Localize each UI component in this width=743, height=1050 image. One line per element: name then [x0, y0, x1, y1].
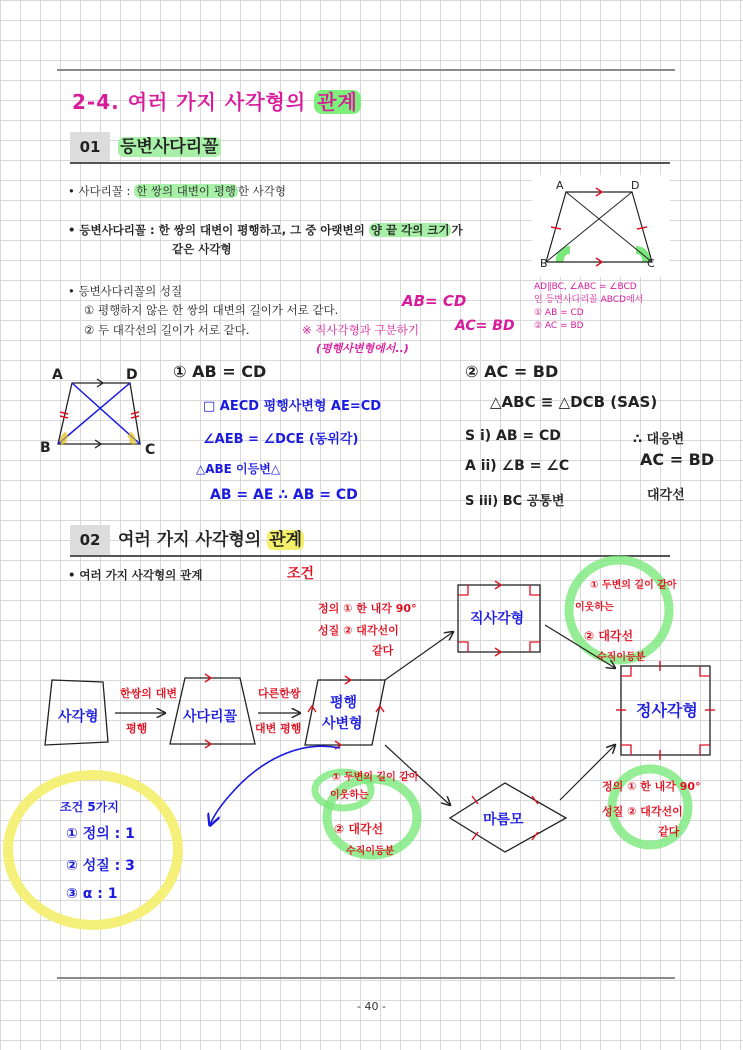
relation-label: • 여러 가지 사각형의 관계 — [68, 568, 203, 582]
def-isosceles-trapezoid: • 등변사다리꼴 : 한 쌍의 대변이 평행하고, 그 중 아랫변의 양 끝 각의 크기 가 — [68, 223, 463, 237]
prop-1-hand: AB= CD — [402, 292, 467, 310]
arrow1-bottom-label: 평행 — [126, 722, 148, 735]
proof-left-5: AB = AE ∴ AB = CD — [210, 487, 358, 503]
section2-title: 여러 가지 사각형의 관계 — [118, 530, 302, 550]
prop-2-hand: AC= BD — [455, 318, 515, 334]
prop-2-note-hand: (평행사변형에서..) — [316, 342, 409, 355]
proof-conclusion-3: 대각선 — [647, 488, 685, 503]
shape-label-parallelogram-1: 평행 — [330, 695, 358, 711]
page-title: 2-4. 여러 가지 사각형의 관계 — [72, 86, 361, 115]
rect-cond-2: 성질 ② 대각선이 — [318, 624, 399, 637]
shape-label-rhombus: 마름모 — [483, 812, 524, 828]
prop-2: ② 두 대각선의 길이가 서로 같다. — [84, 323, 250, 337]
section2-number: 02 — [70, 525, 110, 555]
proof-label-a: A — [52, 367, 63, 383]
sq-bot-cond-3: 같다 — [658, 825, 680, 838]
proof-left-2: □ AECD 평행사변형 AE=CD — [203, 399, 382, 414]
summary-item-1: ① 정의 : 1 — [66, 826, 135, 842]
sq-top-cond-1: ① 두변의 길이 같아 — [590, 580, 677, 591]
arrow1-top-label: 한쌍의 대변 — [120, 687, 177, 700]
fig-top-label-c: C — [647, 257, 655, 270]
figure-caption: AD∥BC, ∠ABC = ∠BCD 인 등변사다리꼴 ABCD에서 ① AB = CD ② AC = BD — [534, 282, 644, 331]
relation-cond-word: 조건 — [287, 566, 315, 582]
proof-right-1: ② AC = BD — [465, 362, 559, 381]
proof-right-4: A ii) ∠B = ∠C — [465, 458, 570, 474]
proof-left-4: △ABE 이등변△ — [196, 462, 281, 476]
prop-2-note: ※ 직사각형과 구분하기 — [302, 323, 419, 337]
fig-top-label-b: B — [540, 257, 548, 270]
sq-top-cond-1b: 이웃하는 — [575, 602, 614, 613]
summary-item-2: ② 성질 : 3 — [66, 858, 135, 874]
arrow2-top-label: 다른한쌍 — [258, 687, 301, 700]
rhom-cond-2: ② 대각선 — [334, 822, 384, 836]
proof-conclusion-2: AC = BD — [640, 450, 715, 469]
proof-label-c: C — [145, 442, 156, 458]
title-highlight: 관계 — [314, 90, 361, 114]
rect-cond-3: 같다 — [372, 644, 394, 657]
fig-top-label-a: A — [556, 179, 564, 192]
shape-label-trapezoid: 사다리꼴 — [183, 709, 238, 725]
proof-label-d: D — [126, 367, 138, 383]
section1-number: 01 — [70, 132, 110, 162]
proof-left-3: ∠AEB = ∠DCE (동위각) — [203, 432, 359, 447]
rect-cond-1: 정의 ① 한 내각 90° — [318, 602, 417, 615]
summary-item-3: ③ α : 1 — [66, 886, 118, 902]
page-number: - 40 - — [357, 1000, 386, 1013]
shape-label-rectangle: 직사각형 — [470, 611, 525, 627]
shape-label-square: 정사각형 — [636, 701, 698, 720]
def-trapezoid: • 사다리꼴 : 한 쌍의 대변이 평행 한 사각형 — [68, 184, 287, 198]
sq-bot-cond-2: 성질 ② 대각선이 — [602, 805, 683, 818]
arrow2-bottom-label: 대변 평행 — [255, 722, 302, 735]
props-label: • 등변사다리꼴의 성질 — [68, 284, 183, 298]
proof-right-5: S iii) BC 공통변 — [465, 494, 565, 509]
rhom-cond-3: 수직이등분 — [346, 846, 395, 857]
proof-label-b: B — [40, 440, 51, 456]
sq-top-cond-2: ② 대각선 — [584, 629, 634, 643]
def-isosceles-trapezoid-line2: 같은 사각형 — [172, 242, 232, 256]
rhom-cond-1: ① 두변의 길이 같아 — [332, 772, 419, 783]
sq-top-cond-3: 수직이등분 — [597, 652, 646, 663]
rhom-cond-1b: 이웃하는 — [330, 790, 369, 801]
sq-bot-cond-1: 정의 ① 한 내각 90° — [602, 780, 701, 793]
proof-right-2: △ABC ≡ △DCB (SAS) — [490, 393, 658, 411]
proof-conclusion-1: ∴ 대응변 — [633, 432, 685, 447]
summary-title: 조건 5가지 — [60, 800, 119, 814]
fig-top-label-d: D — [631, 179, 640, 192]
prop-1: ① 평행하지 않은 한 쌍의 대변의 길이가 서로 같다. — [84, 303, 339, 317]
shape-label-quadrilateral: 사각형 — [58, 709, 99, 725]
section1-title: 등변사다리꼴 — [120, 137, 219, 157]
proof-left-1: ① AB = CD — [173, 362, 267, 381]
proof-right-3: S i) AB = CD — [465, 428, 561, 444]
shape-label-parallelogram-2: 사변형 — [322, 716, 363, 732]
